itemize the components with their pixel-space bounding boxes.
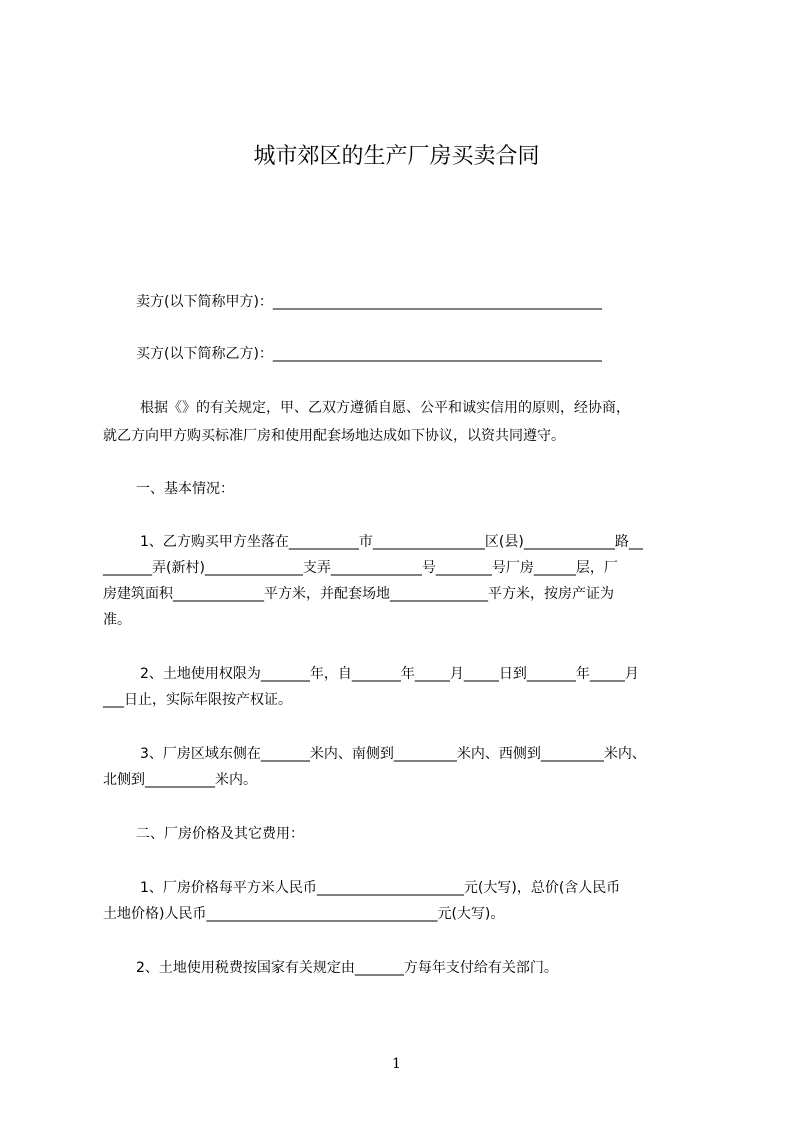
- section-2-heading: 二、厂房价格及其它费用：: [136, 826, 304, 842]
- item-1-1-line-2: _______弄(新村)______________支弄_____________号________号厂房______层，厂: [103, 560, 618, 576]
- item-1-3-line-2: 北侧到__________米内。: [103, 772, 257, 788]
- preamble-line-2: 就乙方向甲方购买标准厂房和使用配套场地达成如下协议，以资共同遵守。: [103, 428, 565, 444]
- item-1-1-line-3: 房建筑面积_____________平方米，并配套场地______________平方米，按房产证为: [103, 586, 614, 602]
- item-1-3-line-1: 3、厂房区域东侧在_______米内、南侧到_________米内、西侧到_________米内、: [140, 746, 646, 762]
- section-1-heading: 一、基本情况：: [136, 481, 234, 497]
- document-title: 城市郊区的生产厂房买卖合同: [253, 144, 540, 169]
- seller-line: 卖方(以下简称甲方)：_______________________________________________: [136, 294, 602, 310]
- buyer-line: 买方(以下简称乙方)：_______________________________________________: [136, 346, 602, 362]
- page-number: 1: [392, 1056, 401, 1072]
- item-1-1-line-1: 1、乙方购买甲方坐落在__________市________________区(县)_____________路__: [140, 534, 643, 550]
- item-2-1-line-1: 1、厂房价格每平方米人民币_____________________元(大写)，总价(含人民币: [140, 880, 621, 896]
- item-2-1-line-2: 土地价格)人民币_________________________________元(大写)。: [103, 906, 505, 922]
- item-1-2-line-1: 2、土地使用权限为_______年，自_______年_____月_____日到_______年_____月: [140, 666, 639, 682]
- item-2-2-line: 2、土地使用税费按国家有关规定由_______方每年支付给有关部门。: [136, 960, 558, 976]
- item-1-2-line-2: ___日止，实际年限按产权证。: [103, 692, 292, 708]
- item-1-1-line-4: 准。: [103, 612, 131, 628]
- preamble-line-1: 根据《》的有关规定，甲、乙双方遵循自愿、公平和诚实信用的原则，经协商，: [140, 400, 630, 416]
